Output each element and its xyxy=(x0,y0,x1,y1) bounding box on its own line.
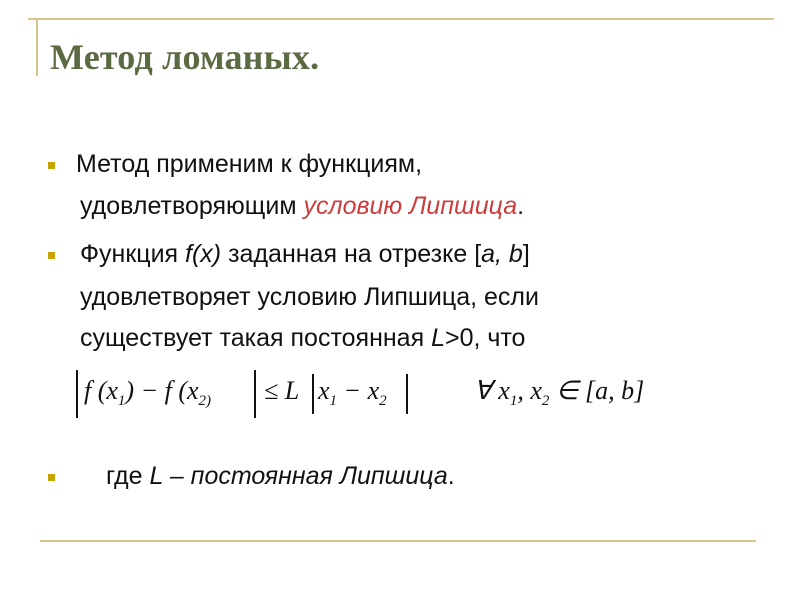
bullet-3-prefix: где xyxy=(106,462,150,490)
frame-top-line xyxy=(28,18,774,20)
bullet-2-line-1 xyxy=(80,234,530,274)
quant-sub-2: 2 xyxy=(541,393,550,409)
bullet-1-line-2 xyxy=(80,186,524,226)
formula-quantifier xyxy=(474,376,644,410)
formula-sub-2: 2) xyxy=(198,393,212,409)
bullet-3-dot: . xyxy=(447,462,455,490)
formula-sub-4: 2 xyxy=(379,393,387,409)
formula-sub-1: 1 xyxy=(117,393,126,409)
bullet-3-suffix: – постоянная Липшица xyxy=(162,462,448,490)
quant-mid: , x xyxy=(517,376,542,405)
bullet-1-line-1-text: Метод применим к функциям, xyxy=(76,150,423,178)
bullet-2-line-1-prefix: Функция xyxy=(80,240,186,268)
bullet-3-line xyxy=(106,456,455,496)
quant-part-1: ∀ x xyxy=(474,376,510,405)
quant-end: ∈ [a, b] xyxy=(549,376,645,405)
bullet-2-line-3 xyxy=(80,318,525,358)
formula-sub-3: 1 xyxy=(329,393,338,409)
bullet-2-line-3-suffix: >0, что xyxy=(444,324,526,352)
slide-title: Метод ломаных. xyxy=(50,37,320,77)
formula-right-expression xyxy=(318,376,387,410)
quant-sub-1: 1 xyxy=(509,393,518,409)
bullet-3-L: L xyxy=(149,462,163,490)
abs-bar-left-1 xyxy=(76,370,78,418)
bullet-2-line-1-end: ] xyxy=(522,240,530,268)
frame-left-line xyxy=(36,18,38,76)
formula-part-5: − x xyxy=(337,376,380,405)
formula-part-1: f (x xyxy=(84,376,118,405)
bullet-marker-2 xyxy=(48,252,55,259)
bullet-2-line-1-mid: заданная на отрезке [ xyxy=(221,240,482,268)
lipschitz-condition-highlight: условию Липшица xyxy=(303,192,518,220)
interval-a-b: a, b xyxy=(481,240,523,268)
bullet-2-line-3-prefix: существует такая постоянная xyxy=(80,324,432,352)
formula-left-expression xyxy=(84,376,211,410)
formula-leq-L: ≤ L xyxy=(264,376,300,405)
lipschitz-formula xyxy=(76,370,676,418)
bullet-2-line-2 xyxy=(80,277,539,317)
formula-part-2: ) − f (x xyxy=(125,376,199,405)
bullet-1-line-1 xyxy=(76,144,422,184)
abs-bar-right-1 xyxy=(254,370,256,418)
bullet-1-line-2-suffix: . xyxy=(517,192,525,220)
bullet-marker-1 xyxy=(48,162,55,169)
abs-bar-left-2 xyxy=(312,374,314,414)
abs-bar-right-2 xyxy=(406,374,408,414)
bullet-marker-3 xyxy=(48,474,55,481)
frame-bottom-line xyxy=(40,540,756,542)
bullet-2-line-2-text: удовлетворяет условию Липшица, если xyxy=(80,283,539,311)
function-fx: f(x) xyxy=(185,240,222,268)
formula-part-4: x xyxy=(318,376,330,405)
bullet-1-line-2-prefix: удовлетворяющим xyxy=(80,192,304,220)
constant-L: L xyxy=(431,324,445,352)
